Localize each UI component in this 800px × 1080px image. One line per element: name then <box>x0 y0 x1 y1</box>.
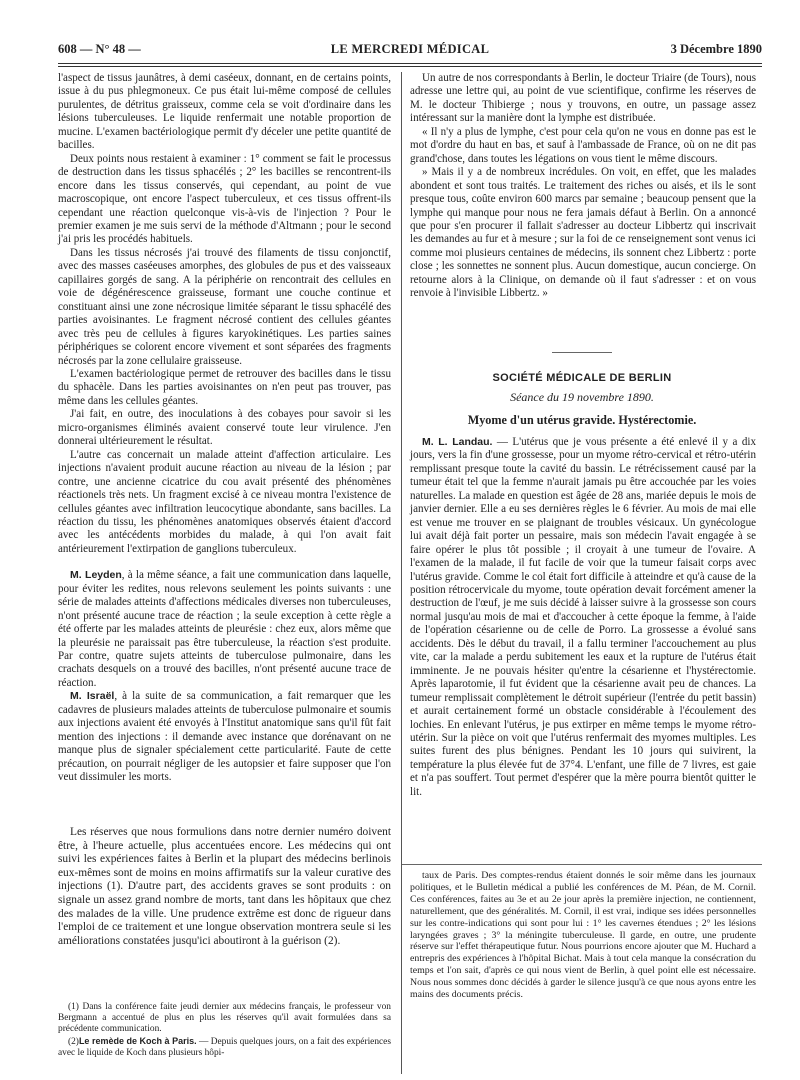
reserves-block <box>58 826 391 948</box>
paragraph: taux de Paris. Des comptes-rendus étaient donnés le soir même dans les journaux politiques, et le Bulletin médical a publié les conférences de M. Péan, de M. Cornil. Ces conférences, faites au 3e et au 2e jour après la première injection, ne contiennent, naturellement, que des généralités. M. Cornil, il est vrai, indique ses idées personnelles sur les contre-indications qui sont pour lui : 1° les cavernes étendues ; 2° les lésions laryngées graves ; 3° la méningite tuberculeuse. Il garde, en outre, une prudente réserve sur l'effet thérapeutique futur. Nous pourrions encore ajouter que M. Huchard a entrepris des expériences à l'hôpital Bichat. Mais à tout cela manque la consécration du temps et l'on sait, d'après ce qui nous vient de Berlin, à quel point elle est nécessaire. Nous nous sommes donc décidés à garder le silence jusqu'à ce que nous ayons entre les mains des documents précis. <box>410 870 756 1001</box>
issue-date: 3 Décembre 1890 <box>670 42 762 56</box>
speaker-name: M. Leyden <box>70 569 122 582</box>
footnote-text: — Depuis quelques jours, on a fait des expériences avec le liquide de Koch dans plusieurs hôpi- <box>58 1036 391 1058</box>
page-number: 608 — N° 48 — <box>58 42 141 56</box>
speaker-name: M. Israël <box>70 690 115 703</box>
paragraph: L'examen bactériologique permet de retrouver des bacilles dans le tissu du sphacèle. Dans les parties avoisinantes on n'en peut pas trouver, pas même dans les cellules géantes. <box>58 367 391 407</box>
paragraph: « Il n'y a plus de lymphe, c'est pour cela qu'on ne vous en donne pas est le mot d'ordre du haut en bas, et sauf à l'ambassade de France, où on ne dit pas grand'chose, dans toutes les légations on vous tient le même discours. <box>410 125 756 165</box>
paragraph: Dans les tissus nécrosés j'ai trouvé des filaments de tissu conjonctif, avec des masses caséeuses amorphes, des globules de pus et des vaisseaux capillaires gorgés de sang. A la périphérie on rencontrait des cellules en voie de dégénérescence graisseuse, formant une couche continue et constituant ainsi une zone nécrosique limitée séparant le tissu sphacélé des parties avoisinantes. Le fragment nécrosé contient des cellules géantes avec très peu de cellules à figures karyokinétiques. Les parties saines périphériques se colorent encore vivement et sont séparées des fragments nécrosés par la zone cellulaire graisseuse. <box>58 246 391 367</box>
section-divider <box>552 352 612 353</box>
left-column <box>58 72 391 785</box>
society-title: SOCIÉTÉ MÉDICALE DE BERLIN <box>492 372 672 384</box>
footnotes <box>58 1002 391 1059</box>
footnote-number: (2) <box>68 1036 79 1047</box>
paragraph: Deux points nous restaient à examiner : 1° comment se fait le processus de destruction dans les tissus sphacélés ; 2° les bacilles se rencontrent-ils encore dans les tissus conservés, qui cependant, au point de vue macroscopique, ont encore l'aspect tuberculeux, et ces tissus offrent-ils cependant une réaction quelconque vis-à-vis de l'injection ? Pour le premier examen je me suis servi de la méthode d'Altmann ; pour le second j'ai pris les procédés habituels. <box>58 152 391 246</box>
paragraph: Les réserves que nous formulions dans notre dernier numéro doivent être, à l'heure actuelle, plus accentuées encore. Les médecins qui ont suivi les expériences faites à Berlin et la plupart des médecins berlinois eux-mêmes sont de moins en moins affirmatifs sur la valeur curative des injections (1). D'autre part, des accidents graves se sont produits : on signale un assez grand nombre de morts, tant dans les hôpitaux que chez des malades de la ville. Une prudence extrême est donc de rigueur dans l'emploi de ce traitement et une longue observation montrera seule si les améliorations constatées jusqu'ici aboutiront à la guérison (2). <box>58 826 391 947</box>
footnote: (1) Dans la conférence faite jeudi dernier aux médecins français, le professeur von Bergmann a accentué de plus en plus les réserves qu'il avait formulées dans sa précédente communication. <box>58 1002 391 1035</box>
page-header <box>58 38 762 60</box>
header-rule-bottom <box>58 66 762 67</box>
session-date: Séance du 19 novembre 1890. <box>510 390 654 404</box>
speaker-text: , à la suite de sa communication, a fait remarquer que les cadavres de plusieurs malades atteints de tuberculose pulmonaire et soumis aux injections avaient été envoyés à l'Institut anatomique sans qu'il fût fait mention des injections : il demande avec instance que dorénavant on ne manque plus de signaler spécialement cette particularité. Faute de cette précaution, on pourrait négliger de les autopsier et faire supposer que l'on veut dissimuler les morts. <box>58 690 391 784</box>
leyden-paragraph <box>58 569 391 690</box>
footnote-heading: Le remède de Koch à Paris. <box>78 1035 197 1046</box>
paragraph: J'ai fait, en outre, des inoculations à des cobayes pour savoir si les micro-organismes éliminés avaient conservé toute leur virulence. J'en donnerai ultérieurement le résultat. <box>58 408 391 448</box>
speaker-text: — L'utérus que je vous présente a été enlevé il y a dix jours, vers la fin d'une grossesse, pour un myome rétro-cervical et rétro-utérin remplissant presque toute la cavité du bassin. Le rétrécissement causé par la tumeur était tel que la femme n'aurait jamais pu être accouchée par les voies naturelles. La malade en question est âgée de 28 ans, mariée depuis le mois de janvier dernier. Elle a eu ses dernières règles le 6 février. Au mois de mai elle est venue me trouver en se plaignant de troubles vésicaux. Un gynécologue lui avait déjà fait porter un pessaire, mais son médecin l'avait engagée à se faire opérer le plus tôt possible ; il croyait à une tumeur de l'ovaire. A l'examen de la malade, il fut facile de voir que la tumeur faisait corps avec l'utérus gravide. Comme le col était fort difficile à atteindre et qu'à cause de la position rétrocervicale du myome, toute opération devait forcément amener la destruction de l'œuf, je me suis décidé à laisser suivre à la grossesse son cours normal jusqu'au mois de mai et d'accoucher à cette époque la femme, à l'aide de l'opération césarienne ou de celle de Porro. La grossesse a évolué sans accidents. Dès le début du travail, il a fallu terminer l'accouchement au plus vite, car la malade a perdu subitement les eaux et la rupture de l'utérus était imminente. Je ne pouvais hésiter qu'entre la césarienne et l'hystérectomie. Après laparotomie, il fut évident que la césarienne avait peu de chances. La tumeur remplissait complètement le détroit supérieur (l'entrée du petit bassin) et aurait certainement formé un obstacle considérable à l'écoulement des lochies. En enlevant l'utérus, je pus extirper en même temps le myome rétro-utérin. Sur la pièce on voit que l'utérus renfermait des myomes multiples. Les suites furent des plus bénignes. Pendant les 10 jours qui suivirent, la température la plus élevée fut de 37°4. L'enfant, une fille de 7 livres, est gaie et n'a pas souffert. Tout permet d'espérer que la mère pourra bientôt quitter le lit. <box>410 436 757 798</box>
paragraph <box>410 436 756 799</box>
header-rule-top <box>58 63 762 64</box>
israel-paragraph <box>58 690 391 784</box>
footnote-continuation <box>410 870 756 1001</box>
paragraph: l'aspect de tissus jaunâtres, à demi caséeux, donnant, en de certains points, issue à du pus phlegmoneux. Ce pus était lui-même composé de cellules purulentes, de détritus graisseux, comme cela se voit d'ordinaire dans les lésions tuberculeuses. Le liquide renfermait une notable proportion de mucine. L'examen bactériologique permit d'y déceler une petite quantité de bacilles. <box>58 72 391 152</box>
column-separator <box>401 72 402 1074</box>
paragraph: » Mais il y a de nombreux incrédules. On voit, en effet, que les malades abondent et sont tous traités. Le traitement des riches ou aisés, et ils le sont presque tous, coûte environ 600 marcs par semaine ; beaucoup pensent que la lymphe qui manque pour nous ne fera jamais défaut à Berlin. On a annoncé que pour s'en procurer il fallait s'adresser au docteur Libbertz qui inscrivait les demandes au fur et à mesure ; sur la foi de ce renseignement sont venus ici comme moi plusieurs centaines de médecins, ils sonnent chez Libbertz : porte close ; les sonnettes ne sonnent plus. Aucun domestique, aucun concierge. On retourne alors à la Clinique, on demande où il faut s'adresser : et on vous renvoie à l'invisible Libbertz. » <box>410 166 756 300</box>
landau-article <box>410 436 756 799</box>
paragraph: L'autre cas concernait un malade atteint d'affection articulaire. Les injections n'avaient produit aucune réaction au niveau de la lésion ; par contre, une ancienne cicatrice du cou avait présenté des phénomènes réactionels très nets. Un fragment excisé à ce niveau montra l'existence de cellules géantes avec infiltration leucocytique abondante, sans bacilles. La réaction du tissu, les phénomènes anatomiques observés étaient d'accord avec les antécédents morbides du malade, à qui l'on avait fait antérieurement l'extirpation de ganglions tuberculeux. <box>58 448 391 555</box>
footnote-divider <box>402 864 762 865</box>
article-title: Myome d'un utérus gravide. Hystérectomie. <box>467 413 697 427</box>
paragraph: Un autre de nos correspondants à Berlin, le docteur Triaire (de Tours), nous adresse une lettre qui, au point de vue scientifique, confirme les réserves de M. le docteur Thibierge ; nous y trouvons, en outre, un passage assez intéressant sur la manière dont la lymphe est distribuée. <box>410 72 756 125</box>
journal-title: LE MERCREDI MÉDICAL <box>330 42 490 56</box>
speaker-text: , à la même séance, a fait une communication dans laquelle, pour éviter les redites, nous relevons seulement les points suivants : une série de malades atteints d'affections médicales diverses non tuberculeuses, n'ont présenté aucune trace de réaction ; la seule exception à cette règle a été offerte par les malades atteints de pleurésie : chez eux, alors même que la pleurésie ne paraissait pas être tuberculeuse, la réaction s'est produite. Par contre, quatre sujets atteints de tuberculose pulmonaire, dans les crachats desquels on a trouvé des bacilles, n'ont présenté aucune trace de réaction. <box>58 569 391 689</box>
footnote <box>58 1036 391 1059</box>
right-column-top <box>410 72 756 301</box>
speaker-name: M. L. Landau. <box>422 436 493 448</box>
